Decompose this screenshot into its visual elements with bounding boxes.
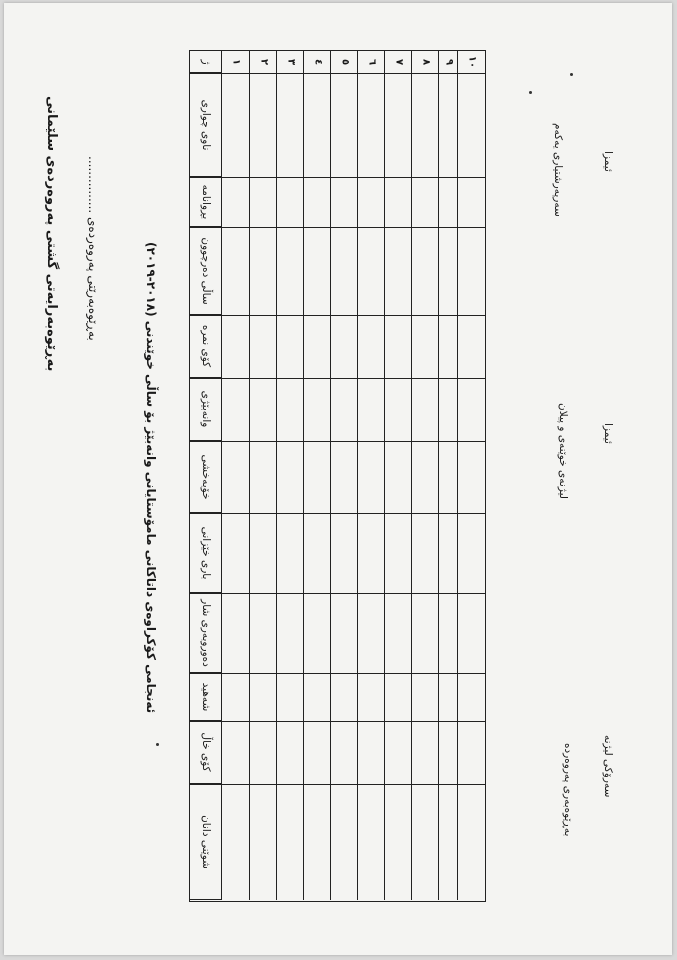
row-divider <box>190 227 485 228</box>
column-divider <box>411 51 412 900</box>
column-header-label: شوێنی دانان <box>199 814 212 869</box>
document-title: ئەنجامی کۆکراوەی داتاکانی مامۆستایانی وانەبێژ بۆ ساڵی خوێندنی (٢٠١٨-٢٠١٩) <box>144 241 158 713</box>
column-header-label: خۆبەخشی <box>199 453 212 500</box>
row-number: ٢ <box>258 58 269 66</box>
row-divider <box>190 378 485 379</box>
column-header-family <box>190 513 221 593</box>
row-divider <box>190 441 485 442</box>
data-table <box>189 50 486 902</box>
column-header-lessons <box>190 378 221 441</box>
column-header-label: ساڵی دەرچوون <box>199 236 212 305</box>
document-page <box>4 3 672 955</box>
supervisor-signature-label: ئیمزا <box>602 151 614 172</box>
office-title: بەڕێوەبەرایەتی گشتی پەروەردەی سلێمانی <box>44 95 59 371</box>
row-number: ٧ <box>393 58 404 66</box>
scan-speck <box>570 73 573 76</box>
row-divider <box>190 784 485 785</box>
column-divider <box>457 51 458 900</box>
director-label: بەڕێوەبەری پەروەردە <box>562 743 574 837</box>
column-header-name <box>190 73 221 177</box>
row-divider <box>190 513 485 514</box>
supervisor-label: سەرپەرشتیاری یەکەم <box>552 123 564 217</box>
column-header-total <box>190 721 221 784</box>
row-divider <box>190 315 485 316</box>
column-header-label: شەهید <box>199 682 212 711</box>
scan-speck <box>156 743 159 746</box>
column-divider <box>438 51 439 900</box>
row-divider <box>190 177 485 178</box>
column-header-volunteer <box>190 441 221 513</box>
head-label: سەرۆکی لیژنە <box>602 735 614 798</box>
row-number: ١٠ <box>466 55 478 69</box>
column-divider <box>384 51 385 900</box>
column-header-label: کۆی خاڵ <box>199 732 212 772</box>
row-number: ٥ <box>339 58 350 66</box>
column-header-label: ناوی چواری <box>199 99 212 150</box>
column-divider <box>357 51 358 900</box>
column-divider <box>221 51 222 900</box>
row-number: ٤ <box>312 58 323 66</box>
scan-speck <box>529 91 532 94</box>
row-number: ١ <box>230 58 242 66</box>
column-header-place <box>190 784 221 900</box>
row-divider <box>190 593 485 594</box>
row-number: ٨ <box>420 58 431 66</box>
row-number: ٣ <box>285 58 296 66</box>
committee-label: لیژنەی خوێنەی و پیلان <box>557 403 569 499</box>
column-header-num <box>190 51 221 73</box>
column-header-label: وانەبێژی <box>199 390 212 428</box>
column-header-label: کۆی نمرە <box>199 324 212 368</box>
column-header-label: دەوروبەری شار <box>199 598 212 667</box>
column-divider <box>330 51 331 900</box>
column-divider <box>303 51 304 900</box>
column-header-outskirts <box>190 593 221 673</box>
column-header-cert <box>190 177 221 227</box>
row-divider <box>190 721 485 722</box>
directorate-line: بەڕێوەبەرێتی پەروەردەی ............... <box>86 156 100 341</box>
column-header-gradyear <box>190 227 221 315</box>
column-divider <box>249 51 250 900</box>
row-divider <box>190 673 485 674</box>
column-header-score <box>190 315 221 378</box>
column-header-label: ژ <box>199 58 212 65</box>
row-number: ٩ <box>443 58 454 66</box>
column-divider <box>276 51 277 900</box>
row-number: ٦ <box>366 58 377 66</box>
committee-signature-label: ئیمزا <box>602 423 614 444</box>
column-header-label: باری خێزانی <box>199 526 212 579</box>
column-header-label: بڕوانامە <box>199 184 212 219</box>
column-header-martyr <box>190 673 221 721</box>
